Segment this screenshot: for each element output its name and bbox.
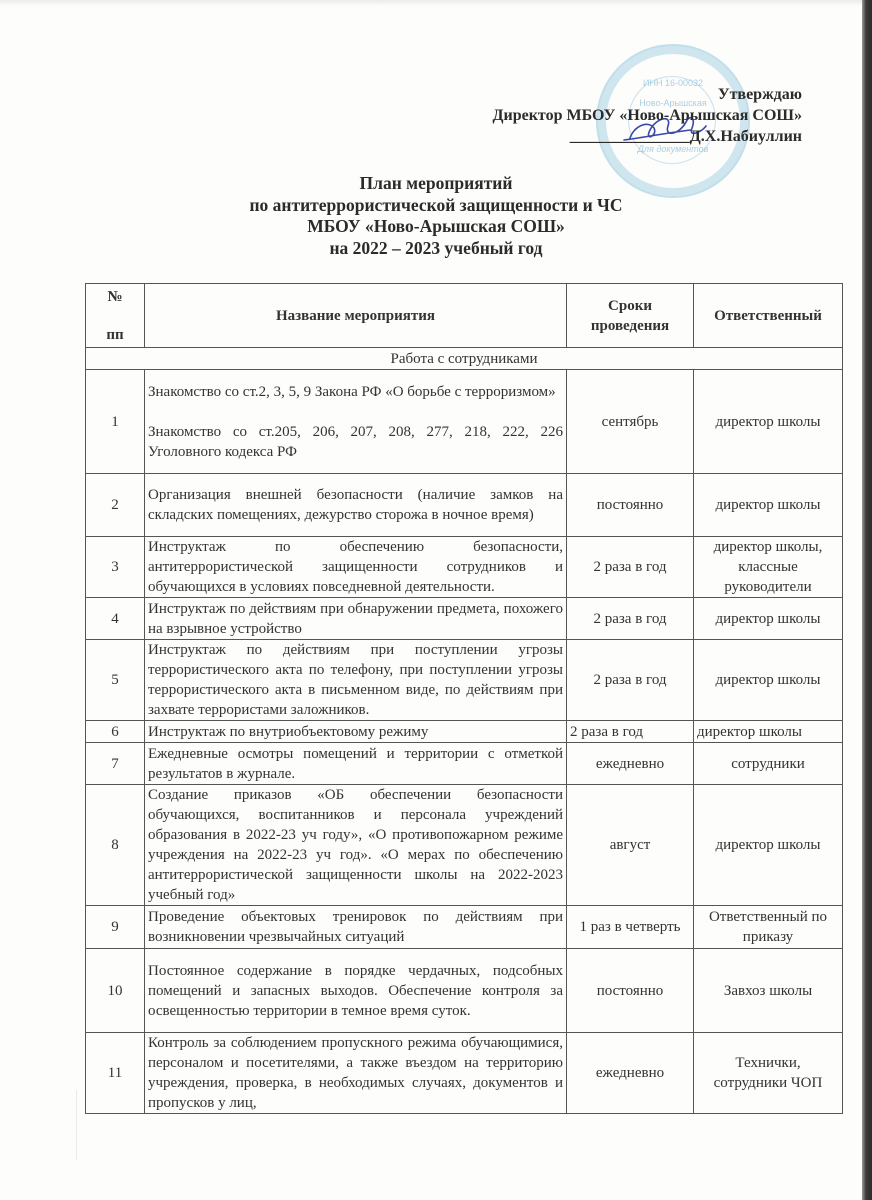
- row-number: 1: [86, 370, 145, 474]
- title-line-4: на 2022 – 2023 учебный год: [329, 237, 543, 258]
- section-title: Работа с сотрудниками: [86, 348, 843, 370]
- row-activity-text: Знакомство со ст.2, 3, 5, 9 Закона РФ «О борьбе с терроризмом»: [148, 383, 556, 400]
- row-dates: постоянно: [567, 474, 694, 537]
- row-activity: Создание приказов «ОБ обеспечении безопасности обучающихся, воспитанников и персонала учреждений образования в 2022-23 уч году», «О противопожарном режиме учреждения на 2022-23 уч год». «О мерах по обеспечению антитеррористической защищенности школы на 2022-2023 учебный год»: [145, 785, 567, 906]
- row-responsible: директор школы: [694, 785, 843, 906]
- row-dates: август: [567, 785, 694, 906]
- row-number: 7: [86, 743, 145, 785]
- stamp-bottom-text: Для документов: [637, 144, 709, 154]
- header-number-symbol: №: [107, 288, 123, 305]
- row-responsible: директор школы: [694, 721, 843, 743]
- row-activity: Инструктаж по обеспечению безопасности, антитеррористической защищенности сотрудников и обучающихся в условиях повседневной деятельности.: [145, 537, 567, 598]
- row-number: 9: [86, 906, 145, 949]
- row-dates: ежедневно: [567, 743, 694, 785]
- row-activity: Инструктаж по действиям при поступлении угрозы террористического акта по телефону, при поступлении угрозы террористического акта в письменном виде, по действиям при захвате террористами заложников.: [145, 640, 567, 721]
- table-row: [86, 785, 843, 906]
- title-line-1: План мероприятий: [359, 173, 513, 193]
- approval-signatory: _______________Д.Х.Набиуллин: [569, 128, 802, 145]
- row-number: 11: [86, 1033, 145, 1114]
- row-activity: Проведение объектовых тренировок по действиям при возникновении чрезвычайных ситуаций: [145, 906, 567, 949]
- row-responsible: директор школы, классные руководители: [694, 537, 843, 598]
- row-number: 4: [86, 598, 145, 640]
- table-header-row: [86, 284, 843, 348]
- activities-table: [85, 283, 843, 1114]
- row-activity: Организация внешней безопасности (наличие замков на складских помещениях, дежурство сторожа в ночное время): [145, 474, 567, 537]
- row-dates: постоянно: [567, 949, 694, 1033]
- header-dates: Сроки проведения: [567, 284, 694, 348]
- table-row: [86, 370, 843, 474]
- title-line-3: МБОУ «Ново-Арышская СОШ»: [307, 216, 565, 236]
- row-responsible: директор школы: [694, 474, 843, 537]
- row-responsible: Завхоз школы: [694, 949, 843, 1033]
- table-row: [86, 721, 843, 743]
- scan-artifact: [76, 1090, 77, 1160]
- row-dates: 2 раза в год: [567, 537, 694, 598]
- table-row: [86, 906, 843, 949]
- table-row: [86, 474, 843, 537]
- header-number-abbrev: пп: [106, 326, 124, 343]
- row-activity: Контроль за соблюдением пропускного режима обучающимися, персоналом и посетителями, а также въездом на территорию учреждения, проверка, в необходимых случаях, документов и пропусков у лиц,: [145, 1033, 567, 1114]
- row-activity-extra: Знакомство со ст.205, 206, 207, 208, 277, 218, 222, 226 Уголовного кодекса РФ: [148, 423, 563, 460]
- row-number: 8: [86, 785, 145, 906]
- table-row: [86, 949, 843, 1033]
- stamp-middle-text: Ново-Арышская: [639, 98, 707, 108]
- row-responsible: директор школы: [694, 640, 843, 721]
- row-activity: Постоянное содержание в порядке чердачных, подсобных помещений и запасных выходов. Обеспечение контроля за освещенностью территории в темное время суток.: [145, 949, 567, 1033]
- row-number: 2: [86, 474, 145, 537]
- approval-block: [492, 84, 802, 147]
- row-activity: [145, 370, 567, 474]
- page-title: [0, 173, 872, 259]
- row-number: 6: [86, 721, 145, 743]
- row-responsible: Технички, сотрудники ЧОП: [694, 1033, 843, 1114]
- row-activity: Инструктаж по действиям при обнаружении предмета, похожего на взрывное устройство: [145, 598, 567, 640]
- row-activity: Инструктаж по внутриобъектовому режиму: [145, 721, 567, 743]
- table-row: [86, 1033, 843, 1114]
- header-number-spacer: [89, 307, 141, 325]
- header-number: [86, 284, 145, 348]
- stamp-top-text: ИНН 16-00032: [642, 78, 703, 88]
- row-number: 10: [86, 949, 145, 1033]
- title-line-2: по антитеррористической защищенности и ЧС: [249, 194, 623, 215]
- row-responsible: директор школы: [694, 598, 843, 640]
- row-responsible: директор школы: [694, 370, 843, 474]
- row-number: 5: [86, 640, 145, 721]
- row-dates: сентябрь: [567, 370, 694, 474]
- section-row: [86, 348, 843, 370]
- row-dates: 2 раза в год: [567, 640, 694, 721]
- row-number: 3: [86, 537, 145, 598]
- approval-position: Директор МБОУ «Ново-Арышская СОШ»: [492, 107, 802, 124]
- row-dates: 2 раза в год: [567, 598, 694, 640]
- table-row: [86, 640, 843, 721]
- row-activity: Ежедневные осмотры помещений и территории с отметкой результатов в журнале.: [145, 743, 567, 785]
- table-row: [86, 537, 843, 598]
- row-dates: 2 раза в год: [567, 721, 694, 743]
- row-dates: ежедневно: [567, 1033, 694, 1114]
- approval-heading: Утверждаю: [717, 86, 802, 103]
- row-responsible: Ответственный по приказу: [694, 906, 843, 949]
- row-responsible: сотрудники: [694, 743, 843, 785]
- row-dates: 1 раз в четверть: [567, 906, 694, 949]
- header-activity: Название мероприятия: [145, 284, 567, 348]
- scan-top-shadow: [0, 0, 862, 6]
- header-responsible: Ответственный: [694, 284, 843, 348]
- table-row: [86, 743, 843, 785]
- table-row: [86, 598, 843, 640]
